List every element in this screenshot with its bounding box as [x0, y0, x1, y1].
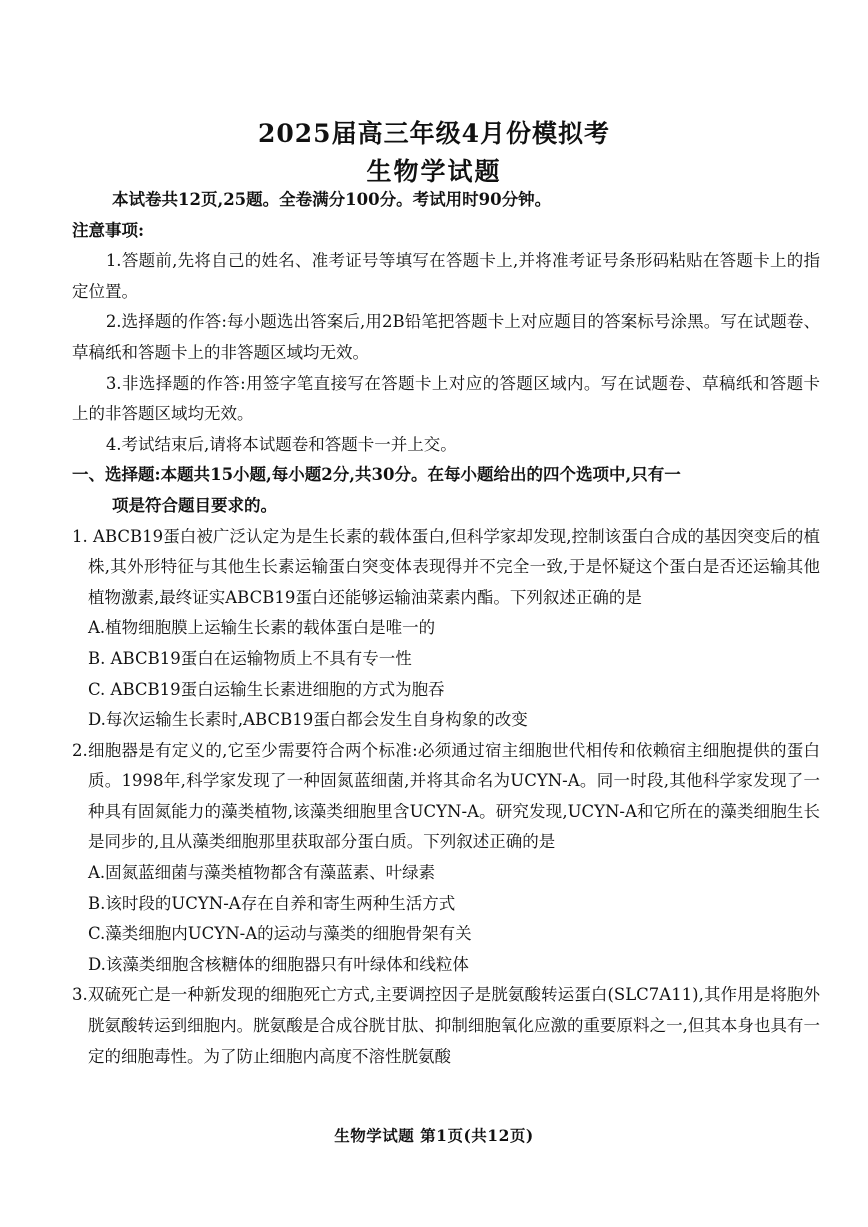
question-2-option-b: B.该时段的UCYN-A存在自养和寄生两种生活方式 [88, 893, 456, 913]
notice-item-2: 2.选择题的作答:每小题选出答案后,用2B铅笔把答题卡上对应题目的答案标号涂黑。写在试题卷、草稿纸和答题卡上的非答题区域均无效。 [72, 312, 820, 362]
section-heading-line2: 项是符合题目要求的。 [112, 495, 277, 515]
notice-heading: 注意事项: [72, 220, 145, 240]
question-1-option-a: A.植物细胞膜上运输生长素的载体蛋白是唯一的 [88, 618, 436, 638]
question-1-option-b: B. ABCB19蛋白在运输物质上不具有专一性 [88, 648, 412, 668]
notice-item-3: 3.非选择题的作答:用签字笔直接写在答题卡上对应的答题区域内。写在试题卷、草稿纸和答题卡上的非答题区域均无效。 [72, 373, 820, 424]
question-2-option-a: A.固氮蓝细菌与藻类植物都含有藻蓝素、叶绿素 [88, 863, 436, 883]
exam-summary: 本试卷共12页,25题。全卷满分100分。考试用时90分钟。 [112, 190, 552, 209]
exam-title: 2025届高三年级4月份模拟考 [258, 119, 610, 148]
question-2-option-d: D.该藻类细胞含核糖体的细胞器只有叶绿体和线粒体 [88, 954, 469, 974]
question-1-stem: 1. ABCB19蛋白被广泛认定为是生长素的载体蛋白,但科学家却发现,控制该蛋白合成的基因突变后的植株,其外形特征与其他生长素运输蛋白突变体表现得并不完全一致,于是怀疑这个蛋白是否还运输其他植物激素,最终证实ABCB19蛋白还能够运输油菜素内酯。下列叙述正确的是 [72, 526, 820, 607]
question-1-option-d: D.每次运输生长素时,ABCB19蛋白都会发生自身构象的改变 [88, 710, 528, 730]
exam-body [72, 185, 820, 1072]
exam-subject-title: 生物学试题 [366, 157, 502, 186]
question-3-stem: 3.双硫死亡是一种新发现的细胞死亡方式,主要调控因子是胱氨酸转运蛋白(SLC7A11),其作用是将胞外胱氨酸转运到细胞内。胱氨酸是合成谷胱甘肽、抑制细胞氧化应激的重要原料之一,但其本身也具有一定的细胞毒性。为了防止细胞内高度不溶性胱氨酸 [72, 985, 820, 1066]
question-1-option-c: C. ABCB19蛋白运输生长素进细胞的方式为胞吞 [88, 679, 445, 699]
page-footer: 生物学试题 第1页(共12页) [334, 1126, 534, 1145]
section-heading-line1: 一、选择题:本题共15小题,每小题2分,共30分。在每小题给出的四个选项中,只有一 [72, 465, 681, 485]
question-2-option-c: C.藻类细胞内UCYN-A的运动与藻类的细胞骨架有关 [88, 924, 472, 944]
notice-item-4: 4.考试结束后,请将本试题卷和答题卡一并上交。 [105, 434, 457, 454]
question-2-stem: 2.细胞器是有定义的,它至少需要符合两个标准:必须通过宿主细胞世代相传和依赖宿主细胞提供的蛋白质。1998年,科学家发现了一种固氮蓝细菌,并将其命名为UCYN-A。同一时段,其他科学家发现了一种具有固氮能力的藻类植物,该藻类细胞里含UCYN-A。研究发现,UCYN-A和它所在的藻类细胞生长是同步的,且从藻类细胞那里获取部分蛋白质。下列叙述正确的是 [72, 740, 820, 852]
notice-item-1: 1.答题前,先将自己的姓名、准考证号等填写在答题卡上,并将准考证号条形码粘贴在答题卡上的指定位置。 [72, 251, 820, 301]
